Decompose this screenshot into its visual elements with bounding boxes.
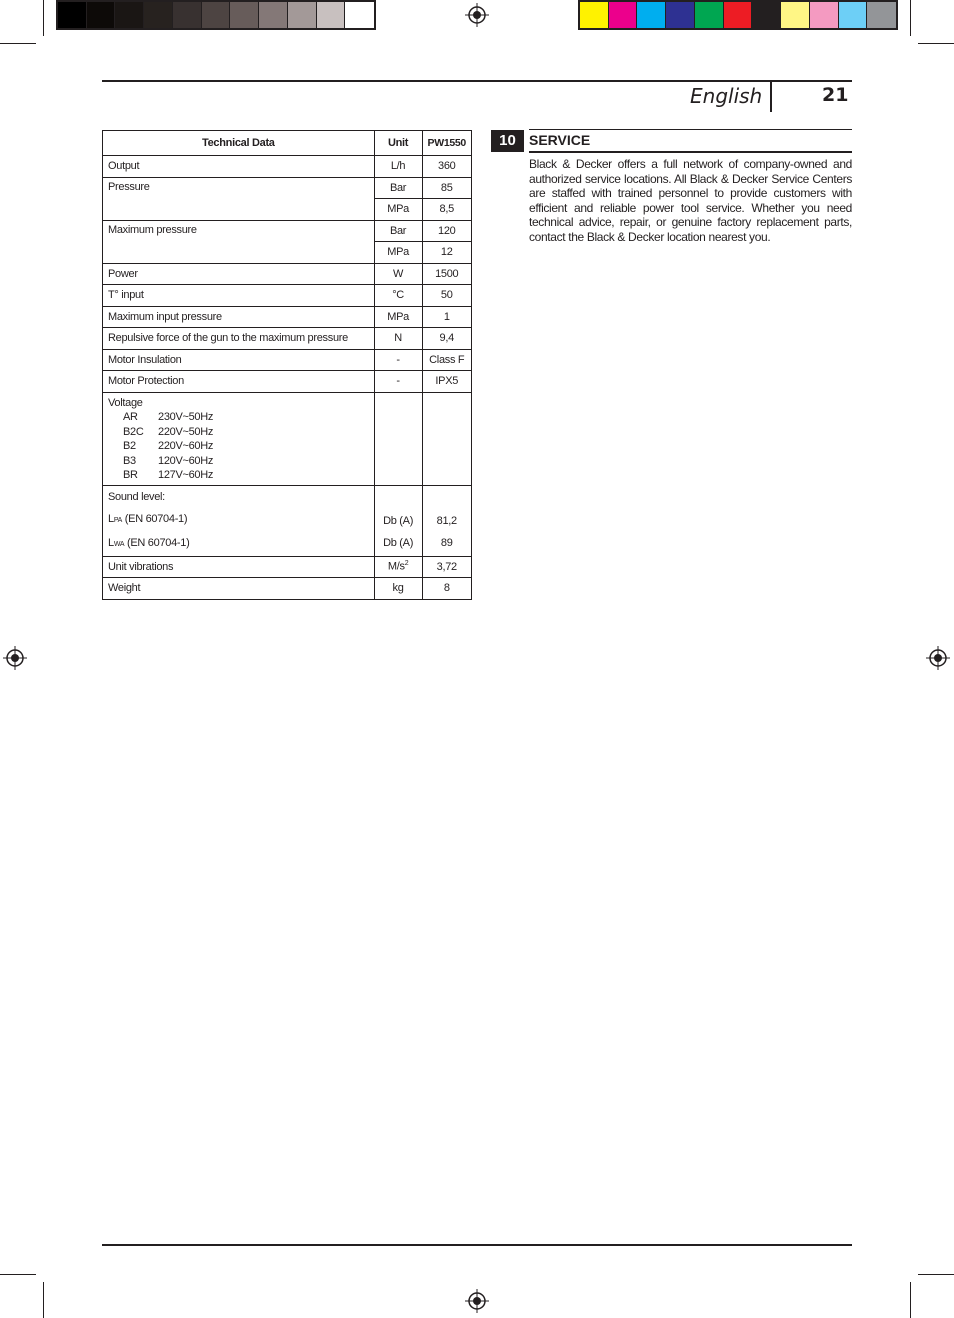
sound-unit-cell <box>374 485 422 556</box>
section-title: SERVICE <box>529 131 852 153</box>
row-unit: - <box>374 371 422 393</box>
technical-data-table <box>102 130 472 600</box>
page-number: 21 <box>822 84 849 106</box>
table-row <box>103 220 472 242</box>
column-header-technical-data: Technical Data <box>103 131 375 156</box>
sound-value-cell <box>422 485 472 556</box>
process-color-bar <box>578 0 898 30</box>
color-swatch <box>87 2 116 28</box>
sound-row <box>103 485 472 556</box>
sound-lpa-unit: Db (A) <box>383 514 414 527</box>
voltage-code: B2C <box>123 425 144 438</box>
row-label: Repulsive force of the gun to the maximum pressure <box>103 328 375 350</box>
crop-mark <box>0 1274 36 1275</box>
color-swatch <box>345 2 374 28</box>
sound-lwa-label <box>108 532 369 556</box>
color-swatch <box>259 2 288 28</box>
color-swatch <box>752 2 781 28</box>
vibration-unit-sup: 2 <box>404 560 409 568</box>
table-row <box>103 328 472 350</box>
row-unit: - <box>374 349 422 371</box>
row-value: 1500 <box>422 263 472 285</box>
color-swatch <box>839 2 868 28</box>
table-row <box>103 285 472 307</box>
color-swatch <box>695 2 724 28</box>
registration-mark-icon <box>926 646 950 670</box>
table-row <box>103 578 472 600</box>
section-body: Black & Decker offers a full network of company-owned and authorized service locations. All Black & Decker Service Centers are staffed with trained personnel to provide customers with efficient and reliable power tool service. Whether you need technical advice, repair, or genuine factory replacement parts, contact the Black & Decker location nearest you. <box>529 157 852 244</box>
section-top-rule <box>529 129 852 130</box>
row-value: 85 <box>422 177 472 199</box>
row-label: T° input <box>103 285 375 307</box>
row-unit: Bar <box>374 177 422 199</box>
row-label: Weight <box>103 578 375 600</box>
color-swatch <box>202 2 231 28</box>
sound-lwa-std: (EN 60704-1) <box>124 536 190 549</box>
row-value: 9,4 <box>422 328 472 350</box>
color-swatch <box>144 2 173 28</box>
registration-mark-icon <box>465 3 489 27</box>
row-value: 1 <box>422 306 472 328</box>
voltage-list <box>123 410 369 483</box>
section-number: 10 <box>491 130 524 152</box>
sound-lwa-value: 89 <box>440 536 453 549</box>
header-language: English <box>690 82 772 112</box>
column-header-unit: Unit <box>374 131 422 156</box>
row-label: Output <box>103 156 375 178</box>
registration-mark-icon <box>465 1289 489 1313</box>
color-swatch <box>724 2 753 28</box>
row-value: 50 <box>422 285 472 307</box>
row-unit: MPa <box>374 199 422 221</box>
voltage-code: B3 <box>123 454 136 467</box>
sound-lpa-value: 81,2 <box>436 514 457 527</box>
table-row <box>103 156 472 178</box>
color-swatch <box>288 2 317 28</box>
row-unit: L/h <box>374 156 422 178</box>
color-swatch <box>609 2 638 28</box>
color-swatch <box>115 2 144 28</box>
table-row <box>103 306 472 328</box>
row-label: Motor Protection <box>103 371 375 393</box>
table-row <box>103 556 472 578</box>
crop-mark <box>918 1274 954 1275</box>
voltage-spec: 220V~50Hz <box>158 425 214 438</box>
registration-mark-icon <box>3 646 27 670</box>
crop-mark <box>43 1282 44 1318</box>
voltage-unit-cell <box>374 392 422 485</box>
voltage-row <box>103 392 472 485</box>
voltage-cell <box>103 392 375 485</box>
color-swatch <box>810 2 839 28</box>
row-unit: N <box>374 328 422 350</box>
row-value: 8,5 <box>422 199 472 221</box>
vibration-unit-base: M/s <box>387 561 405 574</box>
crop-mark <box>910 1282 911 1318</box>
row-unit: W <box>374 263 422 285</box>
row-value: 3,72 <box>422 556 472 578</box>
row-value: 360 <box>422 156 472 178</box>
voltage-spec: 120V~60Hz <box>158 454 214 467</box>
sound-lpa-label <box>108 508 369 532</box>
row-label: Maximum pressure <box>103 220 375 263</box>
voltage-spec: 127V~60Hz <box>158 469 214 481</box>
sound-lwa-sub: WA <box>113 540 125 548</box>
footer-rule <box>102 1244 852 1246</box>
voltage-spec: 230V~50Hz <box>158 411 214 423</box>
table-row <box>103 263 472 285</box>
row-unit: kg <box>374 578 422 600</box>
sound-lpa-std: (EN 60704-1) <box>122 512 188 525</box>
column-header-model: PW1550 <box>422 131 472 156</box>
voltage-code: AR <box>123 411 138 423</box>
row-value: IPX5 <box>422 371 472 393</box>
sound-lwa-unit: Db (A) <box>383 536 414 549</box>
color-swatch <box>317 2 346 28</box>
crop-mark <box>910 0 911 36</box>
crop-mark <box>43 0 44 36</box>
sound-lpa-base: L <box>108 512 114 525</box>
table-row <box>103 371 472 393</box>
row-value: 120 <box>422 220 472 242</box>
row-label: Motor Insulation <box>103 349 375 371</box>
table-row <box>103 177 472 199</box>
row-label: Power <box>103 263 375 285</box>
voltage-value-cell <box>422 392 472 485</box>
color-swatch <box>666 2 695 28</box>
row-unit: °C <box>374 285 422 307</box>
row-label: Maximum input pressure <box>103 306 375 328</box>
color-swatch <box>580 2 609 28</box>
row-label: Pressure <box>103 177 375 220</box>
sound-label-cell <box>103 485 375 556</box>
voltage-code: BR <box>123 469 138 481</box>
color-swatch <box>781 2 810 28</box>
row-unit: Bar <box>374 220 422 242</box>
sound-label: Sound level: <box>108 490 165 503</box>
color-swatch <box>58 2 87 28</box>
voltage-label: Voltage <box>108 396 143 409</box>
voltage-spec: 220V~60Hz <box>158 440 214 452</box>
color-swatch <box>173 2 202 28</box>
color-swatch <box>867 2 896 28</box>
row-value: 12 <box>422 242 472 264</box>
row-unit <box>374 556 422 578</box>
color-swatch <box>230 2 259 28</box>
row-value: 8 <box>422 578 472 600</box>
sound-lpa-sub: PA <box>113 516 123 524</box>
color-swatch <box>637 2 666 28</box>
gray-color-bar <box>56 0 376 30</box>
table-header-row <box>103 131 472 156</box>
voltage-code: B2 <box>123 440 136 452</box>
row-value: Class F <box>422 349 472 371</box>
table-row <box>103 349 472 371</box>
row-unit: MPa <box>374 242 422 264</box>
crop-mark <box>0 43 36 44</box>
row-label: Unit vibrations <box>103 556 375 578</box>
sound-lwa-base: L <box>108 536 114 549</box>
row-unit: MPa <box>374 306 422 328</box>
crop-mark <box>918 43 954 44</box>
